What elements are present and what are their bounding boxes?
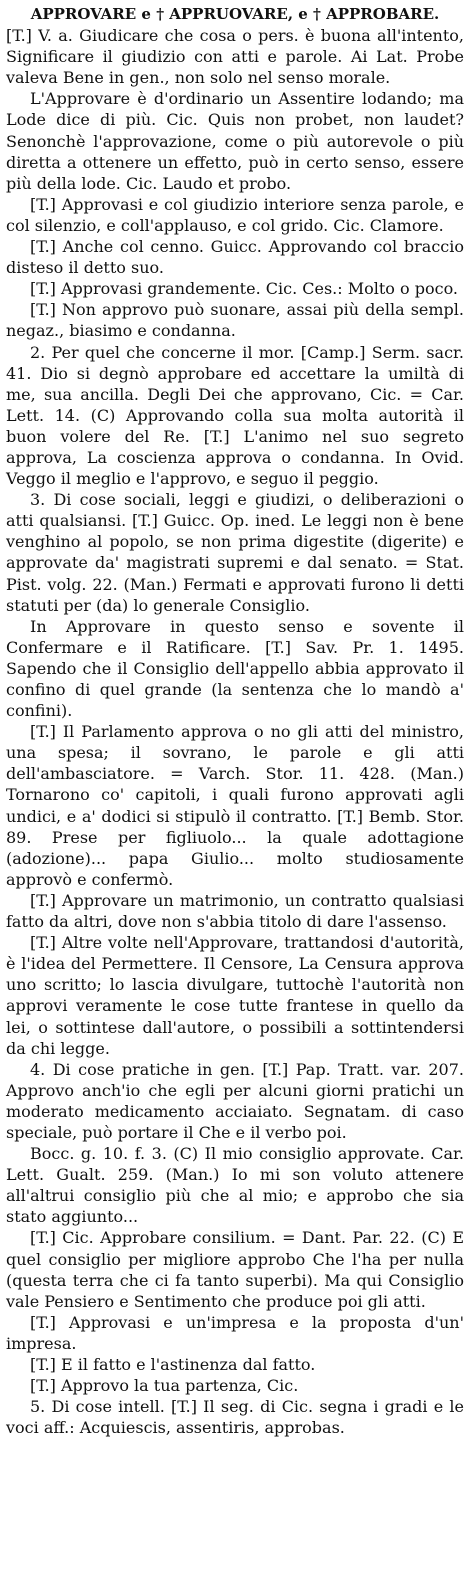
sense-5-paragraph: 5. Di cose intell. [T.] Il seg. di Cic. segna i gradi e le voci aff.: Acquiescis, assentiris, approbas. xyxy=(6,1397,464,1438)
sense-2-paragraph: 2. Per quel che concerne il mor. [Camp.] Serm. sacr. 41. Dio si degnò approbare ed accettare la umiltà di me, sua ancilla. Degli Dei che approvano, Cic. = Car. Lett. 14. (C) Approvando colla sua molta autorità il buon volere del Re. [T.] L'animo nel suo segreto approva, La coscienza approva o condanna. In Ovid. Veggo il meglio e l'approvo, e seguo il peggio. xyxy=(6,342,464,489)
entry-headword: APPROVARE e † APPRUOVARE, e † APPROBARE. xyxy=(30,5,440,23)
definition-paragraph: Bocc. g. 10. f. 3. (C) Il mio consiglio approvate. Car. Lett. Gualt. 259. (Man.) Io mi son voluto attenere all'altrui consiglio più che al mio; e approbo che sia stato aggiunto... xyxy=(6,1144,464,1227)
definition-paragraph: [T.] Approvasi e un'impresa e la proposta d'un' impresa. xyxy=(6,1312,464,1353)
definition-paragraph: [T.] Altre volte nell'Approvare, trattandosi d'autorità, è l'idea del Permettere. Il Censore, La Censura approva uno scritto; lo lascia divulgare, tuttochè l'autorità non approvi veramente le cose tutte frantese in quello da lei, o sottintese dall'autore, o possibili a sottintendersi da chi legge. xyxy=(6,933,464,1058)
definition-paragraph: [T.] Il Parlamento approva o no gli atti del ministro, una spesa; il sovrano, le parole e gli atti dell'ambasciatore. = Varch. Stor. 11. 428. (Man.) Tornarono co' capitoli, i quali furono approvati agli undici, e a' dodici si stipulò il contratto. [T.] Bemb. Stor. 89. Prese per figliuolo... la quale adottagione (adozione)... papa Giulio... molto studiosamente approvò e confermò. xyxy=(6,722,464,889)
definition-paragraph: L'Approvare è d'ordinario un Assentire lodando; ma Lode dice di più. Cic. Quis non probet, non laudet? Senonchè l'approvazione, come o più autorevole o più diretta a ottenere un effetto, può in certo senso, essere più della lode. Cic. Laudo et probo. xyxy=(6,89,464,193)
definition-paragraph: [T.] Non approvo può suonare, assai più della sempl. negaz., biasimo e condanna. xyxy=(6,300,464,341)
definition-paragraph: [T.] Approvo la tua partenza, Cic. xyxy=(30,1376,299,1396)
definition-paragraph: [T.] Anche col cenno. Guicc. Approvando col braccio disteso il detto suo. xyxy=(6,237,464,278)
definition-paragraph: [T.] Approvare un matrimonio, un contratto qualsiasi fatto da altri, dove non s'abbia titolo di dare l'assenso. xyxy=(6,890,464,932)
sense-4-paragraph: 4. Di cose pratiche in gen. [T.] Pap. Tratt. var. 207. Approvo anch'io che egli per alcuni giorni pratichi un moderato medicamento acciaiato. Segnatam. di caso speciale, può portare il Che e il verbo poi. xyxy=(6,1059,464,1142)
sense-3-paragraph: 3. Di cose sociali, leggi e giudizi, o deliberazioni o atti qualsiansi. [T.] Guicc. Op. ined. Le leggi non è bene venghino al popolo, se non prima digestite (digerite) e approvate da' magistrati supremi e dal senato. = Stat. Pist. volg. 22. (Man.) Fermati e approvati furono li detti statuti per (da) lo generale Consiglio. xyxy=(6,490,464,615)
definition-paragraph: [T.] V. a. Giudicare che cosa o pers. è buona all'intento, Significare il giudizio con atti e parole. Ai Lat. Probe valeva Bene in gen., non solo nel senso morale. xyxy=(6,26,464,88)
definition-paragraph: [T.] E il fatto e l'astinenza dal fatto. xyxy=(30,1355,316,1374)
definition-paragraph: [T.] Cic. Approbare consilium. = Dant. Par. 22. (C) E quel consiglio per migliore approbo Che l'ha per nulla (questa terra che ci fa tanto superbi). Ma qui Consiglio vale Pensiero e Sentimento che produce poi gli atti. xyxy=(6,1228,464,1311)
definition-paragraph: In Approvare in questo senso e sovente il Confermare e il Ratificare. [T.] Sav. Pr. 1. 1495. Sapendo che il Consiglio dell'appello abbia approvato il confino di quel grande (la sentenza che lo mandò a' confini). xyxy=(6,616,464,721)
definition-paragraph: [T.] Approvasi e col giudizio interiore senza parole, e col silenzio, e coll'applauso, e col grido. Cic. Clamore. xyxy=(6,194,464,235)
definition-paragraph: [T.] Approvasi grandemente. Cic. Ces.: Molto o poco. xyxy=(30,279,458,299)
